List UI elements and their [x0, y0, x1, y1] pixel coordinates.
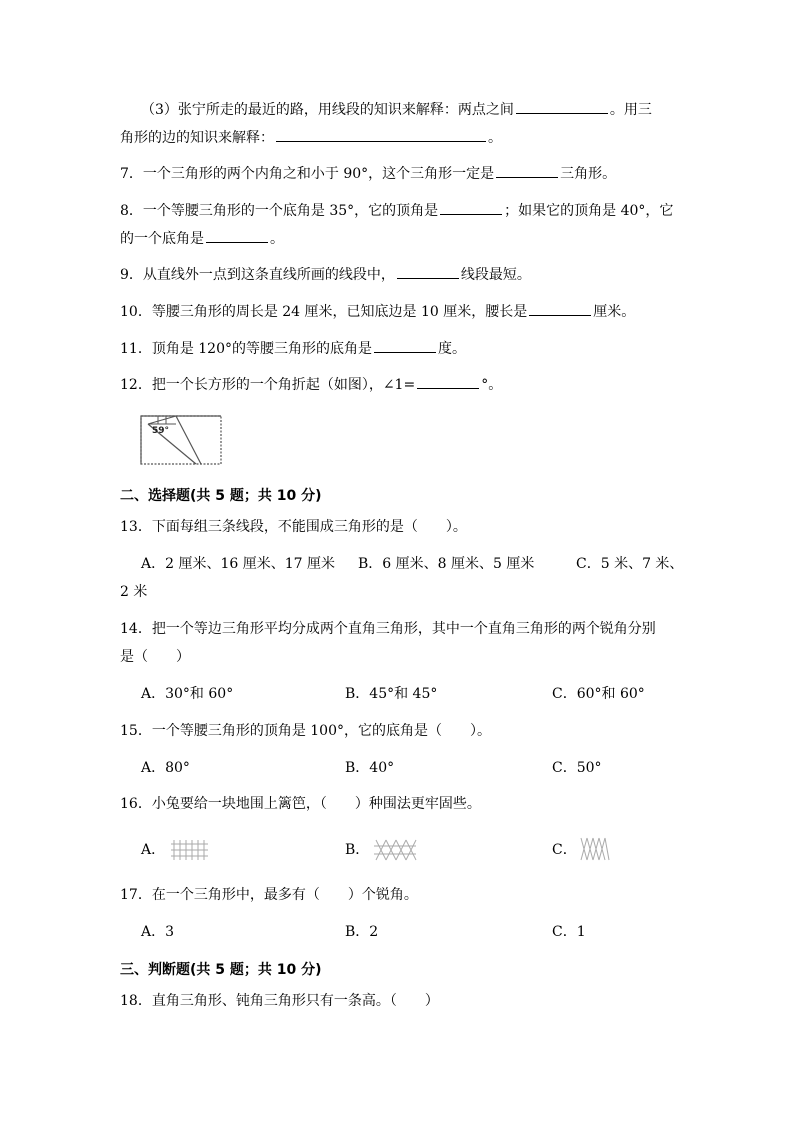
q17-option-b[interactable]: B．2: [345, 924, 379, 940]
question-8: [120, 198, 673, 221]
q6-part3-text3: 角形的边的知识来解释：: [120, 130, 274, 146]
question-12: [120, 372, 502, 395]
q9-text-post: 线段最短。: [460, 267, 531, 283]
question-14: 14．把一个等边三角形平均分成两个直角三角形，其中一个直角三角形的两个锐角分别: [120, 621, 656, 637]
q15-option-c[interactable]: C．50°: [552, 760, 602, 776]
q14-option-a[interactable]: A．30°和 60°: [141, 686, 234, 702]
question-11: [120, 336, 466, 359]
q11-text: 11．顶角是 120°的等腰三角形的底角是: [120, 341, 372, 357]
fence-diagonal-icon: [579, 836, 611, 862]
q6-part3-line1: [141, 97, 652, 120]
q11-text-post: 度。: [438, 341, 466, 357]
q17-option-c[interactable]: C．1: [552, 924, 586, 940]
question-13: 13．下面每组三条线段，不能围成三角形的是（ ）。: [120, 519, 467, 535]
q8-text: 8．一个等腰三角形的一个底角是 35°，它的顶角是: [120, 203, 439, 219]
q17-option-a[interactable]: A．3: [141, 924, 175, 940]
q6-part3-text4: 。: [488, 130, 502, 146]
question-14-line2: 是（ ）: [120, 649, 190, 665]
q16-option-c[interactable]: C．: [552, 842, 577, 858]
q6-part3-text2: 。用三: [609, 102, 652, 118]
q14-option-c[interactable]: C．60°和 60°: [552, 686, 645, 702]
section-3-heading: 三、判断题(共 5 题；共 10 分): [120, 962, 322, 978]
question-8-line2: [120, 226, 284, 249]
q9-text: 9．从直线外一点到这条直线所画的线段中，: [120, 267, 395, 283]
question-16: 16．小兔要给一块地围上篱笆，（ ）种围法更牢固些。: [120, 796, 481, 812]
question-7: [120, 161, 616, 184]
q13-option-c[interactable]: C．5 米、7 米、: [576, 556, 684, 572]
q7-text-post: 三角形。: [560, 166, 617, 182]
q15-option-a[interactable]: A．80°: [141, 760, 190, 776]
q6-part3-line2: [120, 125, 502, 148]
answer-blank[interactable]: [397, 262, 459, 279]
section-2-heading: 二、选择题(共 5 题；共 10 分): [120, 488, 322, 504]
answer-blank[interactable]: [516, 97, 608, 114]
question-18: 18．直角三角形、钝角三角形只有一条高。（ ）: [120, 993, 439, 1009]
q16-option-a[interactable]: A．: [141, 842, 166, 858]
answer-blank[interactable]: [529, 299, 591, 316]
q12-text: 12．把一个长方形的一个角折起（如图），∠1=: [120, 377, 416, 393]
q6-part3-text1: （3）张宁所走的最近的路，用线段的知识来解释：两点之间: [141, 102, 514, 118]
answer-blank[interactable]: [206, 226, 268, 243]
q15-option-b[interactable]: B．40°: [345, 760, 395, 776]
q14-option-b[interactable]: B．45°和 45°: [345, 686, 438, 702]
question-9: [120, 262, 531, 285]
answer-blank[interactable]: [440, 198, 502, 215]
q13-option-b[interactable]: B．6 厘米、8 厘米、5 厘米: [358, 556, 535, 572]
q13-option-c-cont: 2 米: [120, 584, 148, 600]
answer-blank[interactable]: [417, 372, 479, 389]
q8-text-mid: ；如果它的顶角是 40°，它: [504, 203, 674, 219]
q16-option-b[interactable]: B．: [345, 842, 370, 858]
q10-text: 10．等腰三角形的周长是 24 厘米，已知底边是 10 厘米，腰长是: [120, 304, 528, 320]
q12-text-post: °。: [481, 377, 503, 393]
q8-text-line2: 的一个底角是: [120, 231, 204, 247]
figure-angle-label: 59°: [152, 426, 170, 436]
q13-option-a[interactable]: A．2 厘米、16 厘米、17 厘米: [141, 556, 335, 572]
fence-grid-icon: [170, 838, 210, 862]
q10-text-post: 厘米。: [593, 304, 636, 320]
question-10: [120, 299, 635, 322]
question-17: 17．在一个三角形中，最多有（ ）个锐角。: [120, 887, 418, 903]
question-15: 15．一个等腰三角形的顶角是 100°，它的底角是（ ）。: [120, 723, 491, 739]
answer-blank[interactable]: [496, 161, 558, 178]
answer-blank[interactable]: [276, 125, 486, 142]
folded-rectangle-figure: [136, 408, 226, 468]
fence-cross-icon: [372, 838, 418, 862]
answer-blank[interactable]: [374, 336, 436, 353]
q8-text-post: 。: [270, 231, 284, 247]
q7-text: 7．一个三角形的两个内角之和小于 90°，这个三角形一定是: [120, 166, 495, 182]
